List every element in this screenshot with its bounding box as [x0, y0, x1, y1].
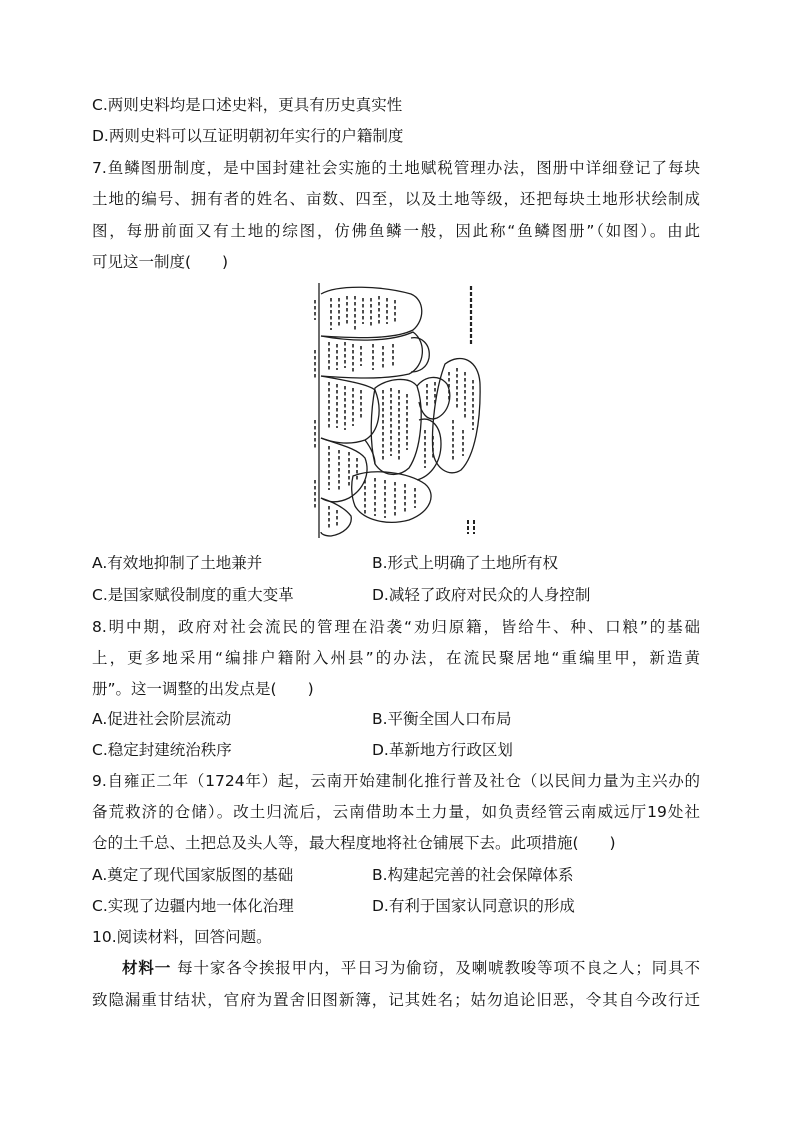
q10-material-1-line-2: 致隐漏重甘结状，官府为置舍旧图新簿，记其姓名；姑勿追论旧恶，令其自今改行迁: [92, 991, 700, 1009]
q7-option-c: C.是国家赋役制度的重大变革: [92, 586, 294, 604]
q8-stem-line-2: 上，更多地采用“编排户籍附入州县”的办法，在流民聚居地“重编里甲，新造黄: [92, 649, 700, 667]
q7-stem-line-1: 7.鱼鳞图册制度，是中国封建社会实施的土地赋税管理办法，图册中详细登记了每块: [92, 159, 700, 177]
q8-option-b: B.平衡全国人口布局: [372, 710, 512, 728]
q9-stem-line-1: 9.自雍正二年（1724年）起，云南开始建制化推行普及社仓（以民间力量为主兴办的: [92, 772, 700, 790]
q6-option-d: D.两则史料可以互证明朝初年实行的户籍制度: [92, 127, 404, 145]
map-parcel: [417, 377, 450, 418]
map-parcel: [321, 498, 351, 536]
map-parcel: [321, 376, 379, 443]
q9-option-c: C.实现了边疆内地一体化治理: [92, 897, 294, 915]
q8-stem-line-1: 8.明中期，政府对社会流民的管理在沿袭“劝归原籍，皆给牛、种、口粮”的基础: [92, 618, 700, 636]
q7-option-d: D.减轻了政府对民众的人身控制: [372, 586, 591, 604]
q9-option-a: A.奠定了现代国家版图的基础: [92, 866, 294, 884]
q9-stem-line-3: 仓的土千总、土把总及头人等，最大程度地将社仓铺展下去。此项措施( ): [92, 834, 616, 852]
map-parcel: [371, 379, 421, 474]
fish-scale-map-figure: [313, 280, 483, 542]
q9-option-d: D.有利于国家认同意识的形成: [372, 897, 575, 915]
q7-stem-line-4: 可见这一制度( ): [92, 253, 229, 271]
map-parcel: [411, 338, 429, 372]
material-text: 每十家各令挨报甲内，平日习为偷窃，及喇唬教唆等项不良之人；同具不: [177, 959, 700, 977]
material-label: 材料一: [122, 958, 172, 977]
q8-option-d: D.革新地方行政区划: [372, 741, 513, 759]
q7-stem-line-3: 图，每册前面又有土地的综图，仿佛鱼鳞一般，因此称“鱼鳞图册”（如图）。由此: [92, 222, 700, 240]
q9-option-b: B.构建起完善的社会保障体系: [372, 866, 574, 884]
map-parcel: [321, 332, 422, 378]
q8-stem-line-3: 册”。这一调整的出发点是( ): [92, 680, 314, 698]
q8-option-a: A.促进社会阶层流动: [92, 710, 232, 728]
q6-option-c: C.两则史料均是口述史料，更具有历史真实性: [92, 96, 403, 114]
q9-stem-line-2: 备荒救济的仓储）。改土归流后，云南借助本土力量，如负责经管云南威远厅19处社: [92, 803, 700, 821]
q7-option-a: A.有效地抑制了土地兼并: [92, 554, 263, 572]
q7-stem-line-2: 土地的编号、拥有者的姓名、亩数、四至，以及土地等级，还把每块土地形状绘制成: [92, 190, 700, 208]
q10-stem: 10.阅读材料，回答问题。: [92, 928, 272, 946]
q7-option-b: B.形式上明确了土地所有权: [372, 554, 559, 572]
q10-material-1-line-1: [122, 955, 700, 981]
map-parcel: [321, 438, 367, 502]
q8-option-c: C.稳定封建统治秩序: [92, 741, 232, 759]
